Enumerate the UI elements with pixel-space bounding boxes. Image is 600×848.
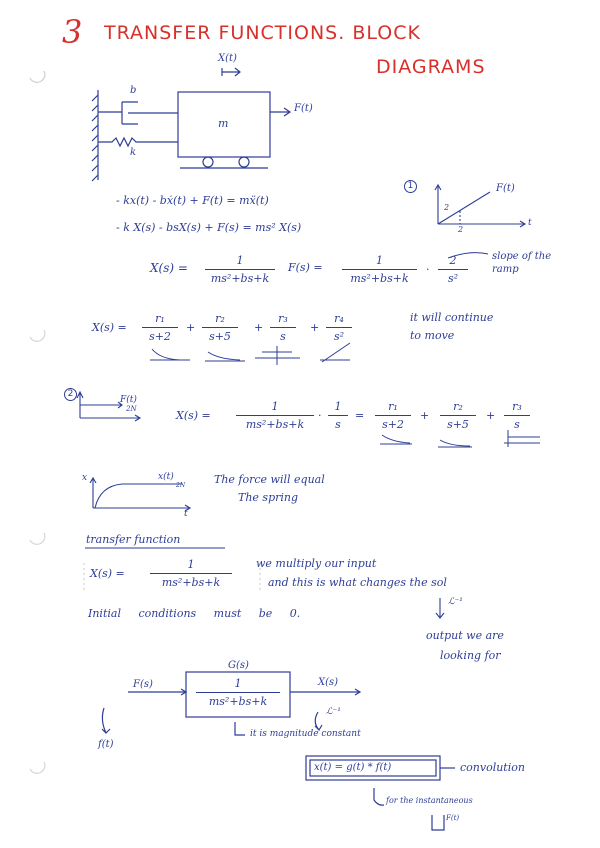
output-note-1: output we are — [426, 629, 504, 642]
fraction-num: r₄ — [334, 312, 344, 325]
pf-sketches — [150, 343, 350, 365]
section-number: 3 — [62, 13, 83, 51]
ramp-force-label: F(t) — [496, 183, 515, 194]
block-fraction — [196, 677, 280, 708]
pf-xs-label: X(s) = — [92, 321, 127, 334]
fraction-num: 1 — [376, 254, 383, 267]
fraction-den: ms²+bs+k — [208, 695, 268, 708]
block-ft-label: f(t) — [98, 739, 114, 750]
response-curve-label: x(t) — [158, 472, 174, 482]
equation-time: - kx(t) - bẋ(t) + F(t) = mẍ(t) — [116, 194, 269, 207]
impulse-label: F(t) — [446, 814, 460, 822]
mass-spring-damper — [92, 68, 290, 181]
slope-note: slope of the ramp — [492, 251, 552, 275]
dot-operator: · — [318, 409, 322, 422]
damper-label: b — [130, 85, 137, 96]
output-note-2: looking for — [440, 649, 501, 662]
response-note-1: The force will equal — [214, 473, 325, 486]
step-term-1 — [375, 400, 411, 431]
block-laplace-inverse: ℒ⁻¹ — [326, 707, 341, 717]
force-label: F(t) — [294, 103, 313, 114]
dot-operator: · — [426, 263, 430, 276]
step-fraction-2 — [328, 400, 348, 431]
fraction-den: s+5 — [209, 330, 231, 343]
step-fraction — [236, 400, 314, 431]
fraction-den: ms²+bs+k — [161, 576, 221, 589]
fraction-num: r₂ — [453, 400, 463, 413]
xs-label: X(s) = — [150, 261, 188, 275]
transfer-fraction — [150, 558, 232, 589]
pf-term-4 — [326, 312, 352, 343]
convolution-label: convolution — [460, 761, 525, 774]
fraction-den: ms²+bs+k — [210, 272, 270, 285]
response-t-label: t — [184, 509, 188, 519]
response-curve — [90, 478, 190, 511]
transfer-heading: transfer function — [86, 533, 181, 546]
fs-label: F(s) = — [288, 261, 323, 274]
case-1-marker: 1 — [404, 180, 417, 193]
initial-conditions: Initial conditions must be 0. — [88, 607, 301, 620]
mass-label: m — [218, 117, 229, 130]
fraction-den: s+5 — [447, 418, 469, 431]
fraction-num: r₃ — [512, 400, 522, 413]
plus-sign: + — [254, 321, 264, 334]
punch-hole — [30, 71, 45, 82]
fraction-3 — [438, 254, 468, 285]
ramp-y-tick: 2 — [444, 203, 450, 212]
down-arrow — [436, 598, 444, 618]
step-term-3 — [504, 400, 530, 431]
page-title-line2: DIAGRAMS — [376, 56, 486, 78]
fraction-den: ms²+bs+k — [245, 418, 305, 431]
fraction-num: 1 — [271, 400, 279, 413]
fraction-num: 2 — [449, 254, 457, 267]
punch-hole — [30, 762, 45, 773]
fraction-num: r₁ — [155, 312, 165, 325]
fraction-den: s — [514, 418, 520, 431]
magnitude-note: it is magnitude constant — [250, 729, 361, 739]
transfer-note-2: and this is what changes the sol — [268, 576, 447, 589]
fraction-num: 1 — [234, 677, 242, 690]
step-force-label: F(t) — [120, 395, 137, 405]
block-xs-label: X(s) — [318, 677, 339, 688]
transfer-xs: X(s) = — [90, 567, 125, 580]
response-ss-label: 2N — [176, 482, 186, 489]
step-terms-sketches — [380, 430, 540, 447]
convolution-equation: x(t) = g(t) * f(t) — [314, 762, 392, 773]
fraction-den: s² — [333, 330, 345, 343]
block-fs-label: F(s) — [133, 679, 153, 690]
pf-term-3 — [270, 312, 296, 343]
block-gs-label: G(s) — [228, 660, 249, 671]
fraction-1 — [205, 254, 275, 285]
instantaneous-note: for the instantaneous — [386, 796, 473, 805]
ramp-t-label: t — [528, 218, 532, 228]
response-note-2: The spring — [238, 491, 299, 504]
step-xs-label: X(s) = — [176, 409, 211, 422]
fraction-den: s² — [447, 272, 459, 285]
pf-term-2 — [202, 312, 238, 343]
continue-note: it will continue — [410, 311, 494, 324]
pf-term-1 — [142, 312, 178, 343]
fraction-den: s+2 — [382, 418, 404, 431]
punch-hole — [30, 533, 45, 544]
plus-sign: + — [186, 321, 196, 334]
page-title-line1: TRANSFER FUNCTIONS. BLOCK — [104, 22, 421, 44]
plus-sign: + — [486, 409, 496, 422]
fraction-num: r₁ — [388, 400, 398, 413]
fraction-num: r₂ — [215, 312, 225, 325]
fraction-den: s — [280, 330, 286, 343]
equation-laplace: - k X(s) - bsX(s) + F(s) = ms² X(s) — [116, 221, 302, 234]
case-2-marker: 2 — [64, 388, 77, 401]
laplace-inverse: ℒ⁻¹ — [448, 597, 463, 607]
ramp-x-tick: 2 — [458, 225, 464, 234]
punch-hole — [30, 330, 45, 341]
spring-label: k — [130, 147, 137, 158]
step-amplitude: 2N — [126, 405, 137, 413]
transfer-note-1: we multiply our input — [256, 557, 377, 570]
fraction-2 — [342, 254, 417, 285]
step-term-2 — [440, 400, 476, 431]
equals-sign: = — [355, 409, 365, 422]
fraction-den: s — [335, 418, 341, 431]
move-note: to move — [410, 329, 455, 342]
plus-sign: + — [420, 409, 430, 422]
fraction-num: 1 — [334, 400, 342, 413]
fraction-den: s+2 — [149, 330, 171, 343]
fraction-num: 1 — [187, 558, 195, 571]
position-label: X(t) — [218, 53, 237, 64]
plus-sign: + — [310, 321, 320, 334]
response-x-axis: x — [82, 473, 88, 483]
fraction-den: ms²+bs+k — [350, 272, 409, 285]
fraction-num: 1 — [236, 254, 244, 267]
fraction-num: r₃ — [278, 312, 288, 325]
